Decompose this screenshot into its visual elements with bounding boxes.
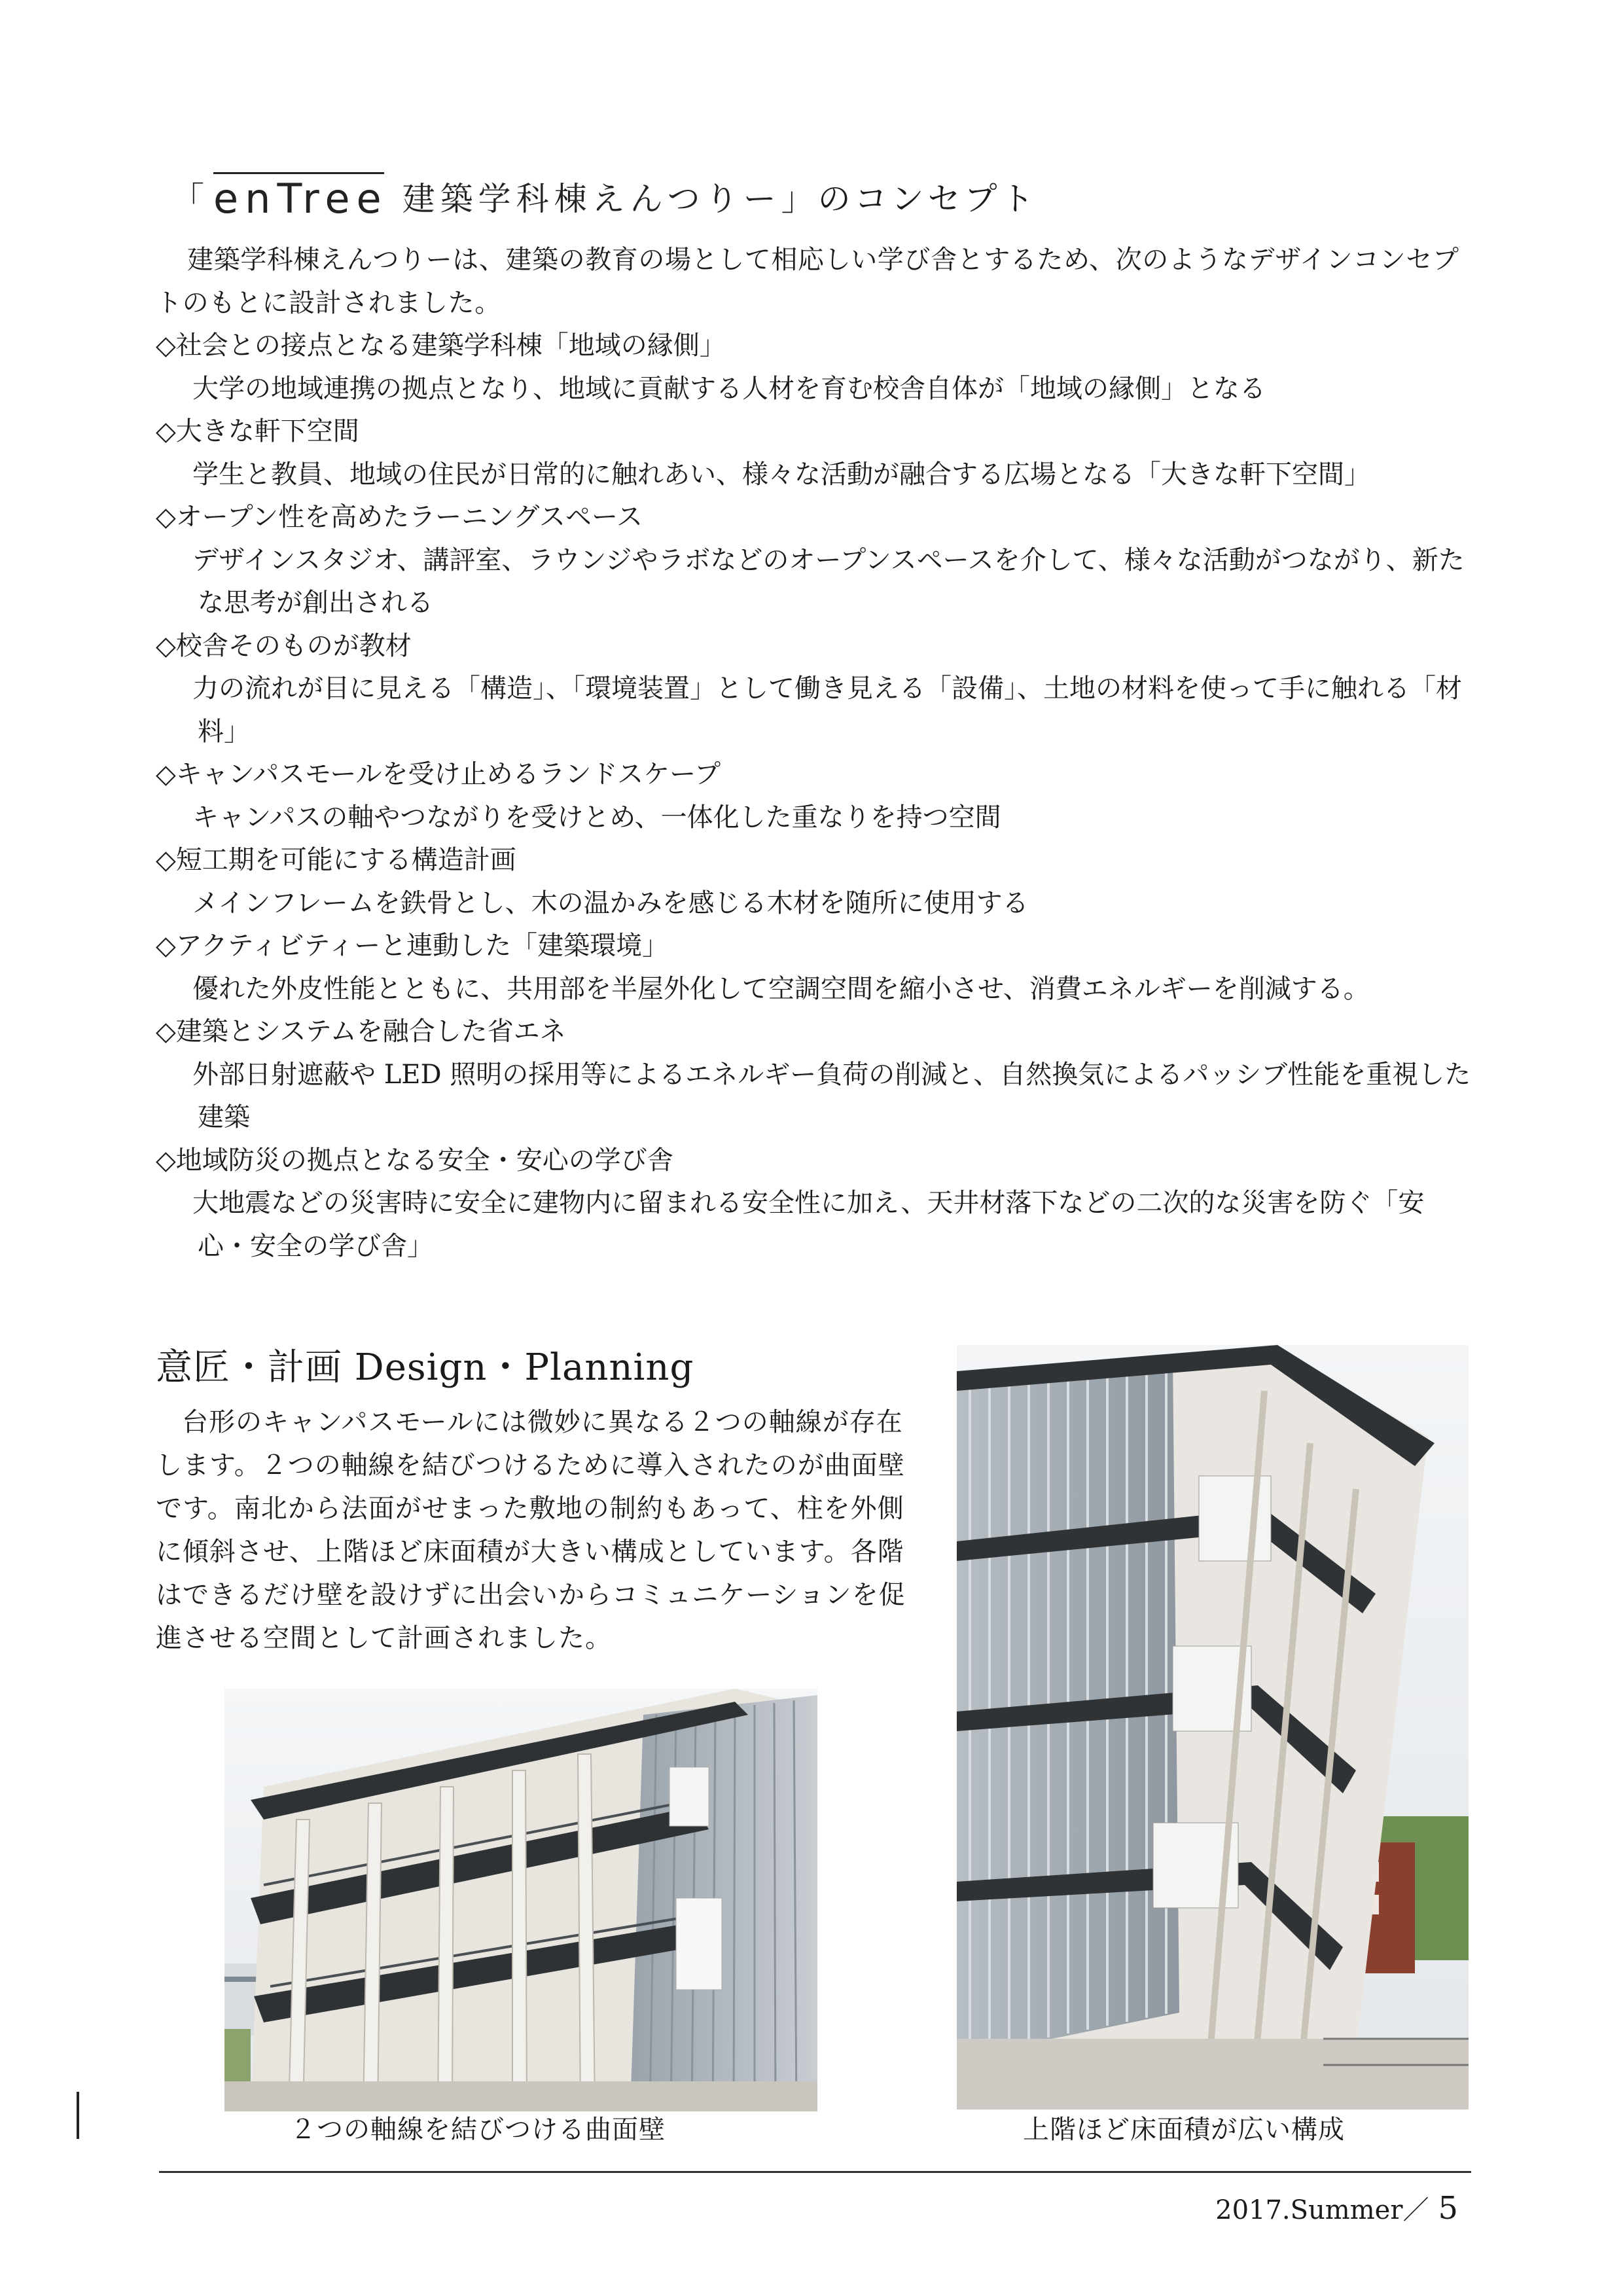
curved-wall-photo	[224, 1689, 817, 2111]
floor-area-photo	[957, 1345, 1469, 2109]
concept-item-desc: 大地震などの災害時に安全に建物内に留まれる安全性に加え、天井材落下などの二次的な災害を防ぐ「安心・安全の学び舎」	[192, 1188, 1425, 1261]
footer	[1215, 2189, 1458, 2227]
concept-section	[156, 239, 1471, 1268]
concept-item-desc: 優れた外皮性能とともに、共用部を半屋外化して空調空間を縮小させ、消費エネルギーを削減する。	[192, 973, 1370, 1004]
concept-heading	[171, 167, 1038, 226]
concept-item-title: ◇校舎そのものが教材	[156, 630, 412, 661]
concept-item-desc: キャンパスの軸やつながりを受けとめ、一体化した重なりを持つ空間	[192, 802, 1001, 833]
footer-issue: 2017.Summer／	[1215, 2195, 1429, 2225]
concept-intro: 建築学科棟えんつりーは、建築の教育の場として相応しい学び舎とするため、次のようなデザインコンセプトのもとに設計されました。	[156, 245, 1459, 318]
concept-item-title: ◇社会との接点となる建築学科棟「地域の縁側」	[156, 331, 726, 361]
logo-overline	[213, 172, 384, 174]
concept-item-desc: 外部日射遮蔽や LED 照明の採用等によるエネルギー負荷の削減と、自然換気によるパッシブ性能を重視した建築	[192, 1059, 1471, 1132]
concept-item-desc: 学生と教員、地域の住民が日常的に触れあい、様々な活動が融合する広場となる「大きな軒下空間」	[192, 459, 1370, 490]
design-text	[156, 1401, 921, 1660]
concept-item-desc: 大学の地域連携の拠点となり、地域に貢献する人材を育む校舎自体が「地域の縁側」となる	[192, 373, 1266, 404]
right-photo-caption: 上階ほど床面積が広い構成	[1023, 2115, 1345, 2145]
building-name: 建築学科棟えんつりー	[402, 180, 781, 218]
concept-item-title: ◇建築とシステムを融合した省エネ	[156, 1016, 566, 1047]
margin-mark	[77, 2092, 79, 2139]
concept-item-title: ◇オープン性を高めたラーニングスペース	[156, 502, 643, 532]
concept-item-title: ◇大きな軒下空間	[156, 416, 359, 446]
footer-rule	[159, 2171, 1471, 2173]
entree-logo	[213, 171, 388, 223]
concept-item-desc: 力の流れが目に見える「構造」、「環境装置」として働き見える「設備」、土地の材料を使って手に触れる「材料」	[192, 673, 1462, 747]
left-photo-caption: ２つの軸線を結びつける曲面壁	[290, 2115, 666, 2145]
concept-item-title: ◇地域防災の拠点となる安全・安心の学び舎	[156, 1145, 673, 1175]
concept-item-title: ◇キャンパスモールを受け止めるランドスケープ	[156, 759, 721, 789]
concept-item-desc: メインフレームを鉄骨とし、木の温かみを感じる木材を随所に使用する	[192, 888, 1029, 918]
concept-item-title: ◇アクティビティーと連動した「建築環境」	[156, 931, 669, 961]
heading-tail: 」のコンセプト	[781, 180, 1038, 218]
design-heading: 意匠・計画 Design・Planning	[156, 1346, 694, 1389]
concept-item-desc: デザインスタジオ、講評室、ラウンジやラボなどのオープンスペースを介して、様々な活動がつながり、新たな思考が創出される	[192, 545, 1465, 618]
design-paragraph: 台形のキャンパスモールには微妙に異なる２つの軸線が存在します。２つの軸線を結びつけるために導入されたのが曲面壁です。南北から法面がせまった敷地の制約もあって、柱を外側に傾斜させ、上階ほど床面積が大きい構成としています。各階はできるだけ壁を設けずに出会いからコミュニケーションを促進させる空間として計画されました。	[156, 1407, 906, 1653]
heading-open-bracket: 「	[171, 180, 205, 218]
concept-item-title: ◇短工期を可能にする構造計画	[156, 845, 516, 875]
page-number: 5	[1438, 2190, 1458, 2227]
logo-text: enTree	[213, 174, 388, 223]
